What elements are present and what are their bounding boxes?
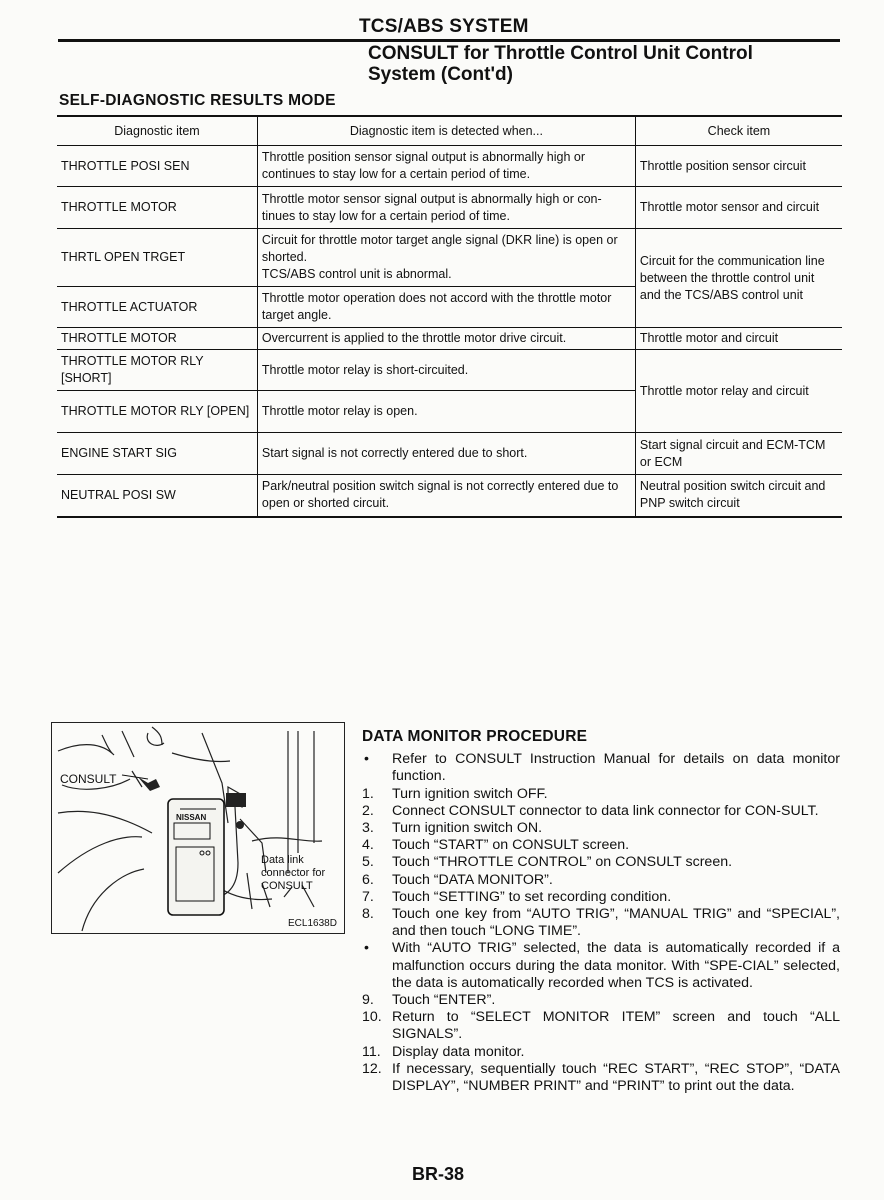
figure-code: ECL1638D [288, 918, 337, 929]
list-item [362, 820, 840, 837]
cell-check: Throttle motor and circuit [635, 328, 842, 350]
cell-item: THROTTLE MOTOR [57, 187, 257, 229]
procedure-bullet-2: With “AUTO TRIG” selected, the data is automatically recorded if a malfunction occurs during the data monitor. With “SPE-CIAL” selected, the data is automatically recorded when TCS is activated. [392, 940, 840, 991]
procedure-step-2: Connect CONSULT connector to data link connector for CON-SULT. [392, 802, 819, 819]
cell-item: THROTTLE MOTOR [57, 328, 257, 350]
procedure-step-9: Touch “ENTER”. [392, 992, 496, 1009]
list-item [362, 1009, 840, 1043]
cell-item: THROTTLE POSI SEN [57, 146, 257, 187]
cell-check: Start signal circuit and ECM-TCM or ECM [635, 433, 842, 475]
list-item [362, 992, 840, 1009]
step-number: 9. [362, 992, 374, 1009]
col-header-item: Diagnostic item [57, 116, 257, 146]
procedure-step-7: Touch “SETTING” to set recording condition. [392, 888, 672, 905]
col-header-check: Check item [635, 116, 842, 146]
cell-detected: Throttle motor operation does not accord with the throttle motor target angle. [257, 287, 635, 328]
connector-label-line-2: connector for [261, 867, 326, 879]
figure-label-connector [261, 854, 325, 893]
procedure-heading: DATA MONITOR PROCEDURE [362, 728, 588, 745]
header-title: TCS/ABS SYSTEM [359, 16, 529, 37]
procedure-step-12: If necessary, sequentially touch “REC START”, “REC STOP”, “DATA DISPLAY”, “NUMBER PRINT” and “PRINT” to print out the data. [392, 1060, 840, 1095]
connector-label-line-1: Data link [261, 854, 304, 866]
detected-line-1: Circuit for throttle motor target angle signal (DKR line) is open or shorted. [261, 233, 618, 264]
list-item [362, 803, 840, 820]
step-number: 11. [362, 1043, 381, 1060]
header-rule [58, 39, 840, 42]
table-header-row [57, 116, 842, 146]
step-number: 12. [362, 1060, 382, 1077]
bullet-marker: • [364, 940, 369, 957]
cell-detected [257, 229, 635, 287]
cell-check: Throttle motor sensor and circuit [635, 187, 842, 229]
data-monitor-procedure [362, 728, 840, 1095]
cell-item: THROTTLE MOTOR RLY [SHORT] [57, 350, 257, 391]
cell-check: Circuit for the communication line between the throttle control unit and the TCS/ABS control unit [635, 229, 842, 328]
list-item [362, 940, 840, 992]
table-row [57, 433, 842, 475]
table-row [57, 229, 842, 287]
table-row [57, 350, 842, 391]
procedure-step-1: Turn ignition switch OFF. [392, 785, 548, 802]
subtitle-line-2: System (Cont'd) [368, 64, 513, 85]
list-item [362, 872, 840, 889]
procedure-step-3: Turn ignition switch ON. [392, 820, 543, 837]
list-item [362, 906, 840, 940]
table-row [57, 146, 842, 187]
step-number: 3. [362, 820, 374, 837]
list-item [362, 889, 840, 906]
page-number: BR-38 [412, 1164, 465, 1184]
procedure-step-5: Touch “THROTTLE CONTROL” on CONSULT screen. [392, 854, 733, 871]
step-number: 1. [362, 785, 374, 802]
list-item [362, 837, 840, 854]
list-item [362, 854, 840, 871]
table-row [57, 187, 842, 229]
procedure-step-8: Touch one key from “AUTO TRIG”, “MANUAL TRIG” and “SPECIAL”, and then touch “LONG TIME”. [392, 906, 840, 940]
cell-detected: Throttle motor relay is open. [257, 391, 635, 433]
figure-label-nissan: NISSAN [176, 813, 207, 822]
list-item [362, 1061, 840, 1095]
bullet-marker: • [364, 751, 369, 768]
diagnostic-table [57, 115, 842, 518]
header-subtitle [368, 43, 838, 85]
step-number: 7. [362, 888, 374, 905]
list-item [362, 1044, 840, 1061]
cell-detected: Throttle position sensor signal output is abnormally high or continues to stay low for a certain period of time. [257, 146, 635, 187]
step-number: 6. [362, 871, 374, 888]
cell-check: Throttle motor relay and circuit [635, 350, 842, 433]
cell-detected: Throttle motor sensor signal output is abnormally high or con-tinues to stay low for a certain period of time. [257, 187, 635, 229]
step-number: 4. [362, 837, 374, 854]
procedure-bullet-1: Refer to CONSULT Instruction Manual for details on data monitor function. [392, 751, 840, 785]
figure-label-consult: CONSULT [60, 772, 117, 786]
cell-detected: Start signal is not correctly entered due to short. [257, 433, 635, 475]
procedure-step-6: Touch “DATA MONITOR”. [392, 871, 553, 888]
cell-item: ENGINE START SIG [57, 433, 257, 475]
procedure-step-4: Touch “START” on CONSULT screen. [392, 837, 630, 854]
table-row [57, 328, 842, 350]
detected-line-2: TCS/ABS control unit is abnormal. [261, 267, 452, 281]
cell-check: Throttle position sensor circuit [635, 146, 842, 187]
step-number: 2. [362, 802, 374, 819]
cell-check: Neutral position switch circuit and PNP switch circuit [635, 475, 842, 517]
list-item [362, 751, 840, 785]
table-row [57, 475, 842, 517]
procedure-step-10: Return to “SELECT MONITOR ITEM” screen and touch “ALL SIGNALS”. [392, 1009, 840, 1043]
cell-detected: Overcurrent is applied to the throttle motor drive circuit. [257, 328, 635, 350]
consult-connection-figure [51, 722, 345, 934]
step-number: 10. [362, 1009, 382, 1026]
cell-item: NEUTRAL POSI SW [57, 475, 257, 517]
cell-detected: Park/neutral position switch signal is not correctly entered due to open or shorted circuit. [257, 475, 635, 517]
procedure-step-11: Display data monitor. [392, 1043, 525, 1060]
cell-item: THRTL OPEN TRGET [57, 229, 257, 287]
subtitle-line-1: CONSULT for Throttle Control Unit Control [368, 43, 753, 64]
step-number: 5. [362, 854, 374, 871]
connector-label-line-3: CONSULT [261, 880, 313, 892]
col-header-detected: Diagnostic item is detected when... [257, 116, 635, 146]
cell-detected: Throttle motor relay is short-circuited. [257, 350, 635, 391]
step-number: 8. [362, 906, 374, 923]
cell-item: THROTTLE MOTOR RLY [OPEN] [57, 391, 257, 433]
consult-connection-illustration [52, 723, 344, 933]
section-heading: SELF-DIAGNOSTIC RESULTS MODE [59, 92, 336, 109]
list-item [362, 786, 840, 803]
cell-item: THROTTLE ACTUATOR [57, 287, 257, 328]
